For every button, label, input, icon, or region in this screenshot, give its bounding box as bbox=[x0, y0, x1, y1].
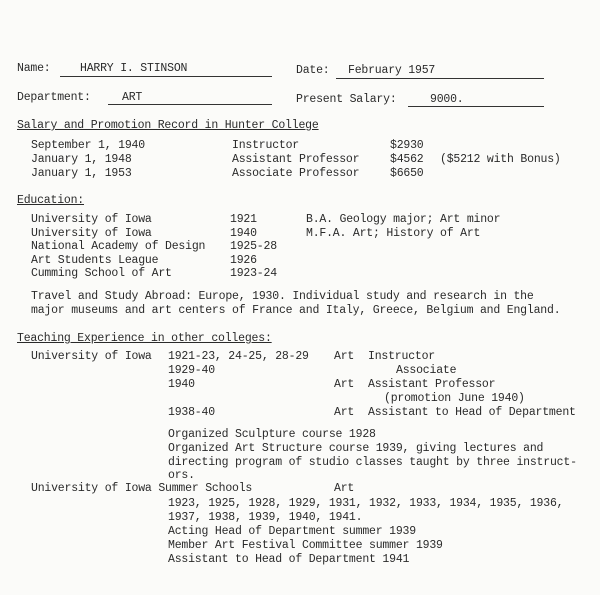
salary-amount: $6650 bbox=[390, 167, 424, 180]
organized-line: Organized Sculpture course 1928 bbox=[168, 428, 376, 441]
salary-date: September 1, 1940 bbox=[31, 139, 145, 152]
salary-amount: $2930 bbox=[390, 139, 424, 152]
name-label: Name: bbox=[17, 62, 51, 75]
salary-note: ($5212 with Bonus) bbox=[440, 153, 561, 166]
salary-amount: $4562 bbox=[390, 153, 424, 166]
summer-note: Assistant to Head of Department 1941 bbox=[168, 553, 410, 566]
salary-title: Assistant Professor bbox=[232, 153, 360, 166]
teaching-school: University of Iowa bbox=[31, 350, 152, 363]
summer-years-line: 1937, 1938, 1939, 1940, 1941. bbox=[168, 511, 363, 524]
travel-text-line: major museums and art centers of France and Italy, Greece, Belgium and England. bbox=[31, 304, 561, 317]
name-value: HARRY I. STINSON bbox=[80, 62, 188, 75]
education-year: 1925-28 bbox=[230, 240, 277, 253]
organized-line: Organized Art Structure course 1939, giving lectures and bbox=[168, 442, 544, 455]
salary-date: January 1, 1953 bbox=[31, 167, 132, 180]
education-school: Art Students League bbox=[31, 254, 159, 267]
name-underline bbox=[60, 76, 272, 77]
teaching-dept: Art bbox=[334, 378, 355, 391]
education-year: 1926 bbox=[230, 254, 257, 267]
education-degree: B.A. Geology major; Art minor bbox=[306, 213, 501, 226]
summer-years-line: 1923, 1925, 1928, 1929, 1931, 1932, 1933, 1934, 1935, 1936, bbox=[168, 497, 564, 510]
teaching-position: Assistant Professor bbox=[368, 378, 496, 391]
summer-dept: Art bbox=[334, 482, 355, 495]
education-school: National Academy of Design bbox=[31, 240, 206, 253]
teaching-years: 1938-40 bbox=[168, 406, 215, 419]
teaching-position: Associate bbox=[396, 364, 457, 377]
education-year: 1921 bbox=[230, 213, 257, 226]
teaching-years: 1921-23, 24-25, 28-29 bbox=[168, 350, 309, 363]
organized-line: ors. bbox=[168, 469, 195, 482]
salary-title: Instructor bbox=[232, 139, 300, 152]
teaching-position: Assistant to Head of Department bbox=[368, 406, 576, 419]
salary-value: 9000. bbox=[430, 93, 464, 106]
department-underline bbox=[108, 104, 272, 105]
salary-record-heading: Salary and Promotion Record in Hunter College bbox=[17, 119, 319, 132]
education-degree: M.F.A. Art; History of Art bbox=[306, 227, 481, 240]
education-school: University of Iowa bbox=[31, 227, 152, 240]
organized-line: directing program of studio classes taught by three instruct- bbox=[168, 456, 577, 469]
teaching-years: 1929-40 bbox=[168, 364, 215, 377]
teaching-position: Instructor bbox=[368, 350, 436, 363]
teaching-years: 1940 bbox=[168, 378, 195, 391]
teaching-dept: Art bbox=[334, 406, 355, 419]
teaching-position-note: (promotion June 1940) bbox=[384, 392, 525, 405]
teaching-dept: Art bbox=[334, 350, 355, 363]
date-underline bbox=[336, 78, 544, 79]
salary-label: Present Salary: bbox=[296, 93, 397, 106]
summer-school: University of Iowa Summer Schools bbox=[31, 482, 253, 495]
summer-note: Member Art Festival Committee summer 1939 bbox=[168, 539, 443, 552]
education-year: 1923-24 bbox=[230, 267, 277, 280]
travel-text-line: Travel and Study Abroad: Europe, 1930. Individual study and research in the bbox=[31, 290, 534, 303]
department-label: Department: bbox=[17, 91, 91, 104]
education-heading: Education: bbox=[17, 194, 85, 207]
department-value: ART bbox=[122, 91, 143, 104]
education-school: University of Iowa bbox=[31, 213, 152, 226]
date-label: Date: bbox=[296, 64, 330, 77]
education-year: 1940 bbox=[230, 227, 257, 240]
salary-underline bbox=[408, 106, 544, 107]
teaching-heading: Teaching Experience in other colleges: bbox=[17, 332, 272, 345]
salary-date: January 1, 1948 bbox=[31, 153, 132, 166]
education-school: Cumming School of Art bbox=[31, 267, 172, 280]
date-value: February 1957 bbox=[348, 64, 436, 77]
summer-note: Acting Head of Department summer 1939 bbox=[168, 525, 416, 538]
salary-title: Associate Professor bbox=[232, 167, 360, 180]
